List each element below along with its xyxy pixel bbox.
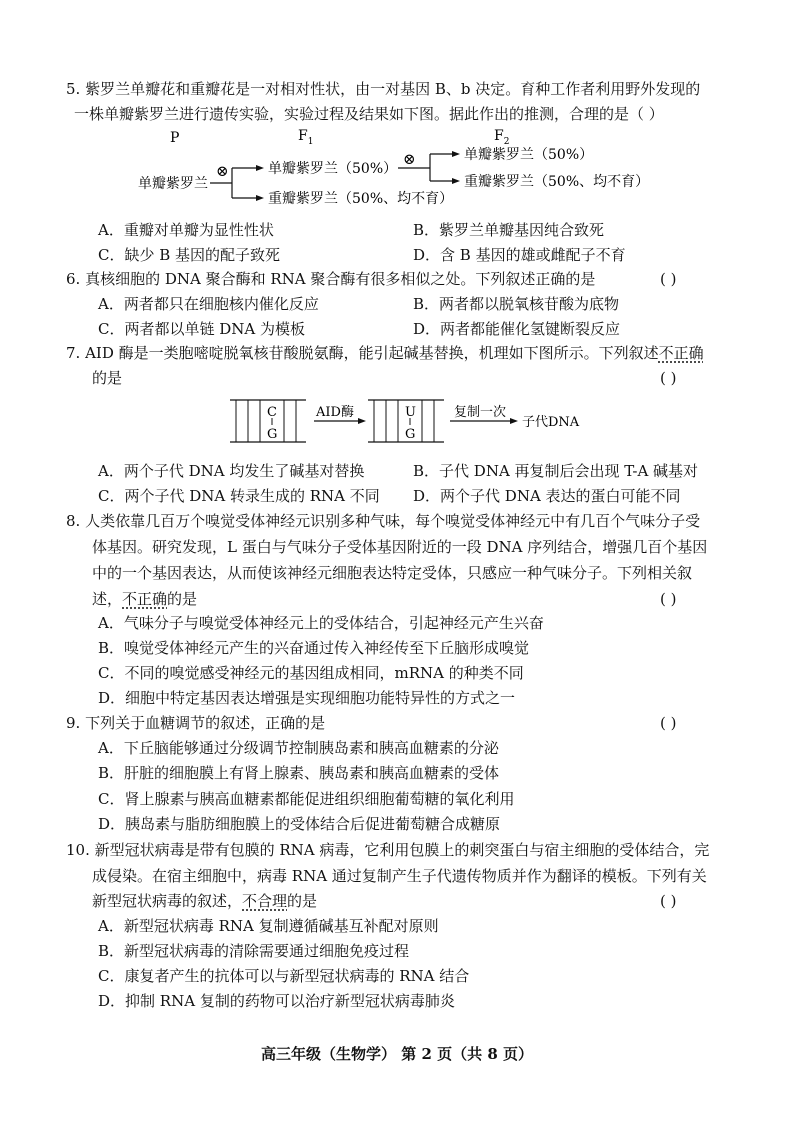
q7-option-c: C．两个子代 DNA 转录生成的 RNA 不同 bbox=[98, 487, 380, 505]
q9-stem: 9. 下列关于血糖调节的叙述，正确的是 bbox=[66, 714, 326, 732]
q9-answer-paren: ( ) bbox=[660, 714, 677, 732]
f1-label: $F_1$ bbox=[298, 128, 314, 147]
q7-emphasis: 不正确 bbox=[658, 344, 704, 362]
q9-option-a: A．下丘脑能够通过分级调节控制胰岛素和胰高血糖素的分泌 bbox=[98, 739, 499, 757]
q10-option-c: C．康复者产生的抗体可以与新型冠状病毒的 RNA 结合 bbox=[98, 967, 470, 985]
f2-single: 单瓣紫罗兰（50%） bbox=[464, 147, 594, 163]
q8-emphasis: 不正确 bbox=[122, 590, 168, 608]
q10-emphasis: 不合理 bbox=[242, 892, 288, 910]
self-cross-symbol-2: ⊗ bbox=[403, 150, 416, 168]
f1-single: 单瓣紫罗兰（50%） bbox=[268, 161, 398, 177]
q5-option-c: C．缺少 B 基因的配子致死 bbox=[98, 246, 281, 264]
q5-stem-line2: 一株单瓣紫罗兰进行遗传实验，实验过程及结果如下图。据此作出的推测，合理的是（ ） bbox=[74, 105, 664, 123]
q5-option-b: B．紫罗兰单瓣基因纯合致死 bbox=[413, 221, 605, 239]
q7-stem-line1: 7. AID 酶是一类胞嘧啶脱氧核苷酸脱氨酶，能引起碱基替换，机理如下图所示。下列叙述不正确 bbox=[66, 344, 704, 362]
q8-stem-line2: 体基因。研究发现，L 蛋白与气味分子受体基因附近的一段 DNA 序列结合，增强几百个基因 bbox=[92, 538, 708, 556]
parent-plant: 单瓣紫罗兰 bbox=[138, 176, 208, 192]
base-g-1: G bbox=[267, 427, 278, 442]
q8-stem-line4: 述，不正确的是 bbox=[92, 590, 198, 608]
q5-option-a: A．重瓣对单瓣为显性性状 bbox=[98, 221, 274, 239]
daughter-dna-label: 子代DNA bbox=[522, 415, 580, 430]
q9-option-d: D．胰岛素与脂肪细胞膜上的受体结合后促进葡萄糖合成糖原 bbox=[98, 815, 501, 833]
q10-stem-line2: 成侵染。在宿主细胞中，病毒 RNA 通过复制产生子代遗传物质并作为翻译的模板。下列有关 bbox=[92, 867, 707, 885]
q10-stem-line3: 新型冠状病毒的叙述，不合理的是 bbox=[92, 892, 318, 910]
q7-option-a: A．两个子代 DNA 均发生了碱基对替换 bbox=[98, 462, 365, 480]
q10-option-b: B．新型冠状病毒的清除需要通过细胞免疫过程 bbox=[98, 942, 410, 960]
q8-option-a: A．气味分子与嗅觉受体神经元上的受体结合，引起神经元产生兴奋 bbox=[98, 614, 544, 632]
q9-option-b: B．肝脏的细胞膜上有肾上腺素、胰岛素和胰高血糖素的受体 bbox=[98, 764, 500, 782]
q7-option-d: D．两个子代 DNA 表达的蛋白可能不同 bbox=[413, 487, 681, 505]
page-footer: 高三年级（生物学） 第 2 页（共 8 页） bbox=[261, 1045, 533, 1063]
self-cross-symbol-1: ⊗ bbox=[216, 162, 229, 180]
q6-option-b: B．两者都以脱氧核苷酸为底物 bbox=[413, 295, 620, 313]
q7-stem-line2: 的是 bbox=[92, 369, 123, 387]
q7-aid-diagram bbox=[226, 396, 586, 448]
q6-option-c: C．两者都以单链 DNA 为模板 bbox=[98, 320, 305, 338]
aid-enzyme-label: AID酶 bbox=[316, 405, 354, 420]
q8-stem-line3: 中的一个基因表达，从而使该神经元细胞表达特定受体，只感应一种气味分子。下列相关叙 bbox=[92, 564, 693, 582]
q8-stem-line1: 8. 人类依靠几百万个嗅觉受体神经元识别多种气味，每个嗅觉受体神经元中有几百个气味分子受 bbox=[66, 512, 701, 530]
q6-answer-paren: ( ) bbox=[660, 270, 677, 288]
base-u: U bbox=[405, 405, 416, 420]
q10-option-a: A．新型冠状病毒 RNA 复制遵循碱基互补配对原则 bbox=[98, 917, 439, 935]
f2-double: 重瓣紫罗兰（50%、均不育） bbox=[464, 174, 650, 190]
q8-option-d: D．细胞中特定基因表达增强是实现细胞功能特异性的方式之一 bbox=[98, 689, 516, 707]
q10-stem-line1: 10. 新型冠状病毒是带有包膜的 RNA 病毒，它利用包膜上的刺突蛋白与宿主细胞的受体结合，完 bbox=[66, 841, 710, 859]
q6-option-a: A．两者都只在细胞核内催化反应 bbox=[98, 295, 319, 313]
q10-option-d: D．抑制 RNA 复制的药物可以治疗新型冠状病毒肺炎 bbox=[98, 992, 455, 1010]
f1-double: 重瓣紫罗兰（50%、均不育） bbox=[268, 191, 454, 207]
base-g-2: G bbox=[405, 427, 416, 442]
q8-option-c: C．不同的嗅觉感受神经元的基因组成相同，mRNA 的种类不同 bbox=[98, 664, 524, 682]
q6-option-d: D．两者都能催化氢键断裂反应 bbox=[413, 320, 621, 338]
q7-option-b: B．子代 DNA 再复制后会出现 T-A 碱基对 bbox=[413, 462, 699, 480]
q8-option-b: B．嗅觉受体神经元产生的兴奋通过传入神经传至下丘脑形成嗅觉 bbox=[98, 639, 530, 657]
q7-answer-paren: ( ) bbox=[660, 369, 677, 387]
q5-option-d: D．含 B 基因的雄或雌配子不育 bbox=[413, 246, 626, 264]
p-label: P bbox=[170, 130, 180, 146]
f2-label: $F_2$ bbox=[494, 128, 510, 147]
replicate-once-label: 复制一次 bbox=[454, 405, 507, 420]
q8-answer-paren: ( ) bbox=[660, 590, 677, 608]
base-c: C bbox=[267, 405, 277, 420]
q5-cross-diagram bbox=[130, 124, 650, 214]
q9-option-c: C．肾上腺素与胰高血糖素都能促进组织细胞葡萄糖的氧化利用 bbox=[98, 790, 515, 808]
q5-stem-line1: 5. 紫罗兰单瓣花和重瓣花是一对相对性状，由一对基因 B、b 决定。育种工作者利用野外发现的 bbox=[66, 80, 701, 98]
q10-answer-paren: ( ) bbox=[660, 892, 677, 910]
q6-stem: 6. 真核细胞的 DNA 聚合酶和 RNA 聚合酶有很多相似之处。下列叙述正确的是 bbox=[66, 270, 596, 288]
